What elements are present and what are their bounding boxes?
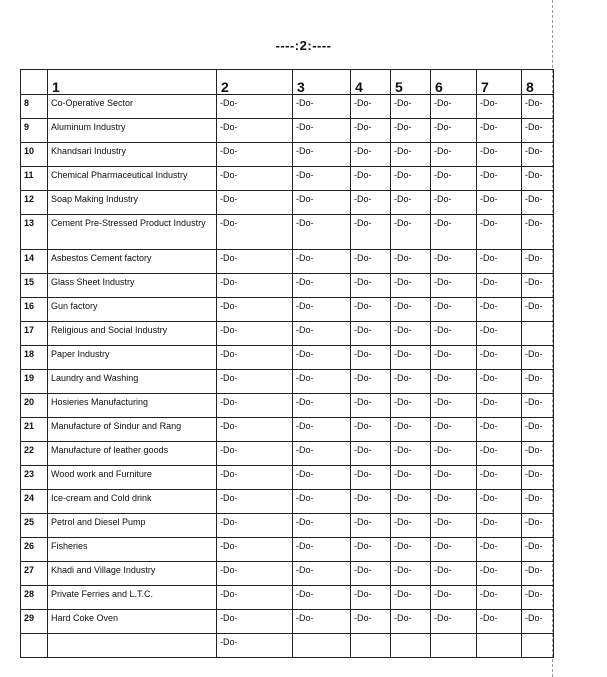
value-cell: -Do-	[293, 394, 351, 418]
row-number: 16	[21, 298, 48, 322]
value-cell: -Do-	[293, 250, 351, 274]
industry-name: Hosieries Manufacturing	[48, 394, 217, 418]
page-number-header: ----:2:----	[275, 38, 332, 53]
value-cell: -Do-	[293, 298, 351, 322]
value-cell: -Do-	[351, 394, 391, 418]
row-number: 8	[21, 95, 48, 119]
value-cell: -Do-	[217, 298, 293, 322]
value-cell: -Do-	[391, 610, 431, 634]
value-cell: -Do-	[522, 490, 554, 514]
value-cell: -Do-	[293, 346, 351, 370]
industry-name: Private Ferries and L.T.C.	[48, 586, 217, 610]
row-number: 11	[21, 167, 48, 191]
value-cell: -Do-	[477, 418, 522, 442]
value-cell: -Do-	[217, 370, 293, 394]
value-cell: -Do-	[217, 490, 293, 514]
industry-name: Petrol and Diesel Pump	[48, 514, 217, 538]
value-cell	[391, 634, 431, 658]
value-cell: -Do-	[217, 191, 293, 215]
table-row	[21, 634, 554, 658]
value-cell: -Do-	[293, 215, 351, 250]
table-row	[21, 370, 554, 394]
value-cell: -Do-	[431, 586, 477, 610]
value-cell: -Do-	[293, 514, 351, 538]
value-cell: -Do-	[431, 418, 477, 442]
value-cell: -Do-	[391, 538, 431, 562]
value-cell: -Do-	[217, 610, 293, 634]
value-cell: -Do-	[431, 490, 477, 514]
value-cell: -Do-	[431, 442, 477, 466]
row-number: 23	[21, 466, 48, 490]
row-number: 25	[21, 514, 48, 538]
value-cell: -Do-	[477, 466, 522, 490]
value-cell: -Do-	[391, 514, 431, 538]
value-cell: -Do-	[391, 298, 431, 322]
value-cell: -Do-	[391, 143, 431, 167]
industry-name: Cement Pre-Stressed Product Industry	[48, 215, 217, 250]
industry-name: Manufacture of leather goods	[48, 442, 217, 466]
value-cell: -Do-	[391, 250, 431, 274]
value-cell	[293, 634, 351, 658]
row-number	[21, 634, 48, 658]
value-cell: -Do-	[477, 346, 522, 370]
value-cell: -Do-	[217, 274, 293, 298]
value-cell: -Do-	[391, 346, 431, 370]
value-cell: -Do-	[351, 215, 391, 250]
row-number: 18	[21, 346, 48, 370]
industry-name: Asbestos Cement factory	[48, 250, 217, 274]
value-cell: -Do-	[431, 119, 477, 143]
column-header: 5	[391, 70, 431, 95]
value-cell: -Do-	[522, 167, 554, 191]
value-cell: -Do-	[391, 562, 431, 586]
value-cell: -Do-	[217, 562, 293, 586]
value-cell: -Do-	[351, 322, 391, 346]
table-row	[21, 538, 554, 562]
value-cell: -Do-	[293, 586, 351, 610]
table-row	[21, 490, 554, 514]
industry-name: Laundry and Washing	[48, 370, 217, 394]
value-cell: -Do-	[431, 191, 477, 215]
value-cell: -Do-	[293, 274, 351, 298]
value-cell: -Do-	[217, 394, 293, 418]
value-cell: -Do-	[431, 215, 477, 250]
value-cell: -Do-	[351, 298, 391, 322]
industry-name: Paper Industry	[48, 346, 217, 370]
column-header: 2	[217, 70, 293, 95]
value-cell: -Do-	[293, 95, 351, 119]
column-header: 1	[48, 70, 217, 95]
value-cell: -Do-	[391, 215, 431, 250]
value-cell: -Do-	[477, 167, 522, 191]
table-row	[21, 143, 554, 167]
value-cell: -Do-	[217, 346, 293, 370]
value-cell: -Do-	[293, 538, 351, 562]
row-number: 9	[21, 119, 48, 143]
industry-name: Gun factory	[48, 298, 217, 322]
value-cell: -Do-	[477, 442, 522, 466]
value-cell: -Do-	[477, 143, 522, 167]
industry-name: Ice-cream and Cold drink	[48, 490, 217, 514]
industry-name: Khandsari Industry	[48, 143, 217, 167]
table-row	[21, 562, 554, 586]
row-number: 17	[21, 322, 48, 346]
value-cell: -Do-	[391, 191, 431, 215]
value-cell: -Do-	[351, 119, 391, 143]
value-cell: -Do-	[391, 167, 431, 191]
table-row	[21, 466, 554, 490]
value-cell: -Do-	[431, 538, 477, 562]
industry-name	[48, 634, 217, 658]
industry-name: Wood work and Furniture	[48, 466, 217, 490]
value-cell: -Do-	[217, 442, 293, 466]
industry-name: Hard Coke Oven	[48, 610, 217, 634]
value-cell: -Do-	[477, 119, 522, 143]
value-cell: -Do-	[522, 119, 554, 143]
value-cell: -Do-	[293, 143, 351, 167]
value-cell: -Do-	[293, 418, 351, 442]
value-cell: -Do-	[522, 514, 554, 538]
industry-name: Glass Sheet Industry	[48, 274, 217, 298]
industry-name: Soap Making Industry	[48, 191, 217, 215]
value-cell: -Do-	[293, 322, 351, 346]
industry-name: Fisheries	[48, 538, 217, 562]
value-cell: -Do-	[217, 634, 293, 658]
value-cell: -Do-	[522, 215, 554, 250]
row-number: 29	[21, 610, 48, 634]
row-number: 12	[21, 191, 48, 215]
table-row	[21, 394, 554, 418]
row-number: 19	[21, 370, 48, 394]
value-cell: -Do-	[293, 370, 351, 394]
value-cell: -Do-	[431, 610, 477, 634]
column-header	[21, 70, 48, 95]
value-cell: -Do-	[477, 514, 522, 538]
value-cell: -Do-	[522, 250, 554, 274]
value-cell: -Do-	[351, 250, 391, 274]
industry-table	[20, 69, 554, 658]
industry-name: Khadi and Village Industry	[48, 562, 217, 586]
value-cell: -Do-	[351, 490, 391, 514]
value-cell: -Do-	[351, 538, 391, 562]
column-header: 3	[293, 70, 351, 95]
value-cell: -Do-	[522, 95, 554, 119]
value-cell: -Do-	[351, 370, 391, 394]
row-number: 15	[21, 274, 48, 298]
value-cell: -Do-	[391, 418, 431, 442]
value-cell: -Do-	[477, 298, 522, 322]
value-cell: -Do-	[351, 167, 391, 191]
value-cell: -Do-	[217, 95, 293, 119]
industry-name: Religious and Social Industry	[48, 322, 217, 346]
row-number: 28	[21, 586, 48, 610]
value-cell: -Do-	[351, 346, 391, 370]
value-cell: -Do-	[522, 143, 554, 167]
value-cell: -Do-	[391, 119, 431, 143]
industry-name: Manufacture of Sindur and Rang	[48, 418, 217, 442]
value-cell: -Do-	[477, 274, 522, 298]
table-row	[21, 610, 554, 634]
value-cell	[522, 634, 554, 658]
value-cell: -Do-	[522, 394, 554, 418]
table-row	[21, 119, 554, 143]
column-header: 8	[522, 70, 554, 95]
column-header: 4	[351, 70, 391, 95]
value-cell: -Do-	[522, 298, 554, 322]
value-cell: -Do-	[431, 143, 477, 167]
table-row	[21, 514, 554, 538]
value-cell: -Do-	[477, 191, 522, 215]
value-cell: -Do-	[522, 586, 554, 610]
value-cell: -Do-	[351, 514, 391, 538]
value-cell: -Do-	[431, 346, 477, 370]
value-cell: -Do-	[217, 143, 293, 167]
value-cell: -Do-	[293, 191, 351, 215]
value-cell: -Do-	[217, 119, 293, 143]
table-row	[21, 191, 554, 215]
value-cell: -Do-	[351, 274, 391, 298]
value-cell: -Do-	[391, 370, 431, 394]
row-number: 21	[21, 418, 48, 442]
table-row	[21, 250, 554, 274]
value-cell: -Do-	[293, 167, 351, 191]
table-row	[21, 442, 554, 466]
value-cell: -Do-	[351, 562, 391, 586]
table-row	[21, 274, 554, 298]
value-cell: -Do-	[477, 250, 522, 274]
row-number: 22	[21, 442, 48, 466]
table-row	[21, 346, 554, 370]
value-cell: -Do-	[477, 538, 522, 562]
value-cell: -Do-	[522, 610, 554, 634]
value-cell: -Do-	[391, 274, 431, 298]
column-header: 6	[431, 70, 477, 95]
value-cell: -Do-	[293, 562, 351, 586]
value-cell: -Do-	[522, 346, 554, 370]
table-row	[21, 167, 554, 191]
value-cell: -Do-	[351, 191, 391, 215]
value-cell: -Do-	[522, 418, 554, 442]
value-cell	[477, 634, 522, 658]
value-cell: -Do-	[431, 95, 477, 119]
value-cell: -Do-	[217, 322, 293, 346]
table-row	[21, 298, 554, 322]
value-cell: -Do-	[351, 466, 391, 490]
value-cell: -Do-	[431, 562, 477, 586]
value-cell: -Do-	[391, 586, 431, 610]
value-cell: -Do-	[477, 490, 522, 514]
value-cell: -Do-	[522, 538, 554, 562]
value-cell: -Do-	[293, 490, 351, 514]
value-cell: -Do-	[351, 442, 391, 466]
value-cell: -Do-	[217, 167, 293, 191]
header-row	[21, 70, 554, 95]
value-cell: -Do-	[431, 466, 477, 490]
row-number: 13	[21, 215, 48, 250]
value-cell: -Do-	[293, 466, 351, 490]
value-cell: -Do-	[522, 442, 554, 466]
value-cell: -Do-	[351, 95, 391, 119]
value-cell: -Do-	[431, 370, 477, 394]
table-row	[21, 586, 554, 610]
value-cell: -Do-	[217, 418, 293, 442]
value-cell: -Do-	[351, 610, 391, 634]
row-number: 20	[21, 394, 48, 418]
row-number: 24	[21, 490, 48, 514]
value-cell: -Do-	[477, 610, 522, 634]
value-cell: -Do-	[477, 562, 522, 586]
value-cell: -Do-	[431, 514, 477, 538]
value-cell: -Do-	[477, 95, 522, 119]
value-cell: -Do-	[293, 610, 351, 634]
value-cell: -Do-	[431, 250, 477, 274]
value-cell: -Do-	[217, 215, 293, 250]
value-cell: -Do-	[391, 394, 431, 418]
value-cell: -Do-	[351, 586, 391, 610]
table-row	[21, 418, 554, 442]
row-number: 10	[21, 143, 48, 167]
value-cell	[431, 634, 477, 658]
value-cell: -Do-	[477, 322, 522, 346]
value-cell: -Do-	[477, 394, 522, 418]
value-cell: -Do-	[391, 466, 431, 490]
value-cell	[351, 634, 391, 658]
value-cell: -Do-	[431, 322, 477, 346]
table-row	[21, 95, 554, 119]
value-cell: -Do-	[522, 191, 554, 215]
value-cell: -Do-	[351, 143, 391, 167]
industry-name: Aluminum Industry	[48, 119, 217, 143]
value-cell: -Do-	[477, 586, 522, 610]
table-row	[21, 322, 554, 346]
value-cell: -Do-	[293, 442, 351, 466]
value-cell: -Do-	[522, 274, 554, 298]
value-cell: -Do-	[391, 442, 431, 466]
value-cell: -Do-	[431, 167, 477, 191]
value-cell: -Do-	[217, 538, 293, 562]
value-cell: -Do-	[477, 370, 522, 394]
value-cell: -Do-	[217, 466, 293, 490]
table-row	[21, 215, 554, 250]
row-number: 26	[21, 538, 48, 562]
industry-name: Chemical Pharmaceutical Industry	[48, 167, 217, 191]
value-cell: -Do-	[522, 466, 554, 490]
value-cell: -Do-	[431, 298, 477, 322]
industry-name: Co-Operative Sector	[48, 95, 217, 119]
column-header: 7	[477, 70, 522, 95]
value-cell	[522, 322, 554, 346]
value-cell: -Do-	[522, 370, 554, 394]
value-cell: -Do-	[431, 394, 477, 418]
value-cell: -Do-	[391, 490, 431, 514]
value-cell: -Do-	[477, 215, 522, 250]
row-number: 14	[21, 250, 48, 274]
value-cell: -Do-	[391, 322, 431, 346]
value-cell: -Do-	[431, 274, 477, 298]
value-cell: -Do-	[217, 586, 293, 610]
value-cell: -Do-	[217, 514, 293, 538]
row-number: 27	[21, 562, 48, 586]
value-cell: -Do-	[217, 250, 293, 274]
value-cell: -Do-	[293, 119, 351, 143]
value-cell: -Do-	[522, 562, 554, 586]
value-cell: -Do-	[391, 95, 431, 119]
value-cell: -Do-	[351, 418, 391, 442]
